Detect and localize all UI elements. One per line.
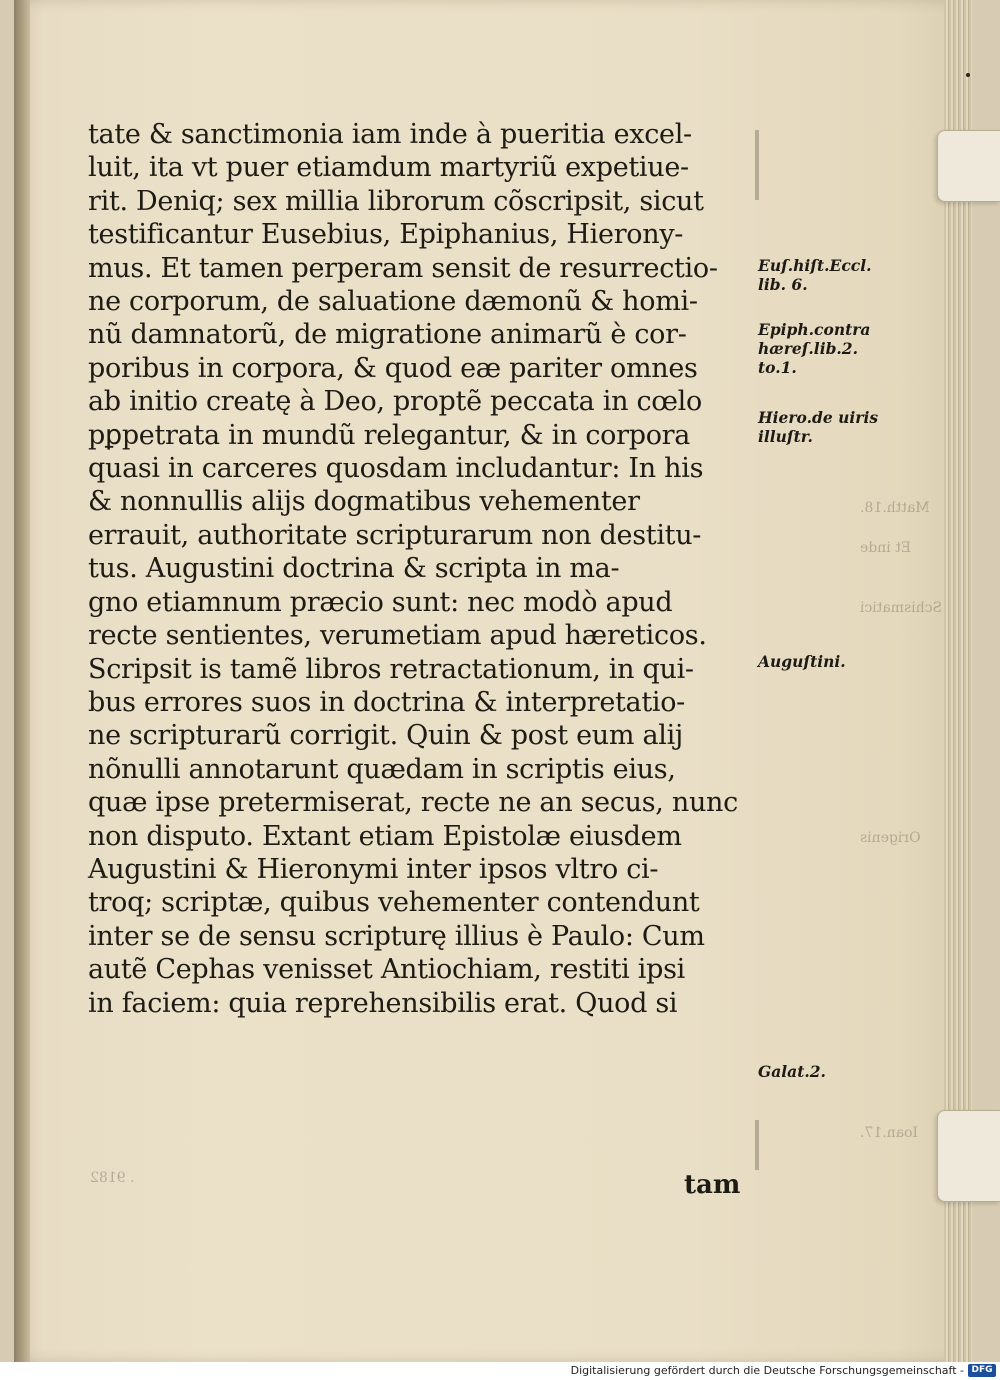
text-line: tate & sanctimonia iam inde à pueritia excel- (88, 119, 692, 150)
digitization-footer (0, 1362, 1000, 1380)
marginal-note-augustini (758, 652, 846, 671)
marginal-note-hieronymus (758, 408, 878, 446)
text-line: luit, ita vt puer etiamdum martyriũ expetiue- (88, 152, 689, 184)
marginal-note-galatians (758, 1062, 826, 1081)
text-line: bus errores suos in doctrina & interpretatio- (88, 686, 686, 718)
text-line: recte sentientes, verumetiam apud hæreticos. (88, 620, 707, 652)
text-line: Augustini & Hieronymi inter ipsos vltro ci- (88, 853, 659, 885)
text-line: testificantur Eusebius, Epiphanius, Hierony- (88, 219, 684, 251)
marginal-note-epiphanius (758, 320, 870, 377)
marginal-note-eusebius (758, 256, 872, 294)
text-line: gno etiamnum præcio sunt: nec modò apud (88, 586, 673, 618)
text-line: quæ ipse pretermiserat, recte ne an secus, nunc (88, 787, 738, 819)
text-line: ab initio creatę à Deo, proptẽ peccata in cœlo (88, 386, 702, 418)
bleed-through-text: Ioan.17. (860, 1125, 919, 1141)
marginal-note-line: hæreſ.lib.2. (758, 339, 858, 358)
marginal-note-line: illuſtr. (758, 427, 813, 446)
text-line: quasi in carceres quosdam includantur: In his (88, 453, 704, 485)
text-line: inter se de sensu scripturę illius è Paulo: Cum (88, 920, 705, 952)
catchword: tam (684, 1170, 741, 1200)
marginal-note-line: Hiero.de uiris (758, 408, 879, 427)
ruling-mark (755, 130, 759, 200)
text-line: rit. Deniq; sex millia librorum cõscripsit, sicut (88, 185, 704, 217)
bleed-through-text: Et inde (860, 540, 912, 556)
text-line: non disputo. Extant etiam Epistolæ eiusdem (88, 820, 682, 852)
text-line: ne corporum, de saluatione dæmonũ & homi- (88, 286, 698, 318)
text-line: & nonnullis alijs dogmatibus vehementer (88, 486, 640, 518)
binding-shadow (14, 0, 30, 1362)
text-line: tus. Augustini doctrina & scripta in ma- (88, 553, 620, 585)
text-line: errauit, authoritate scripturarum non destitu- (88, 519, 702, 551)
body-text (88, 118, 753, 1020)
text-line: poribus in corpora, & quod eæ pariter omnes (88, 352, 698, 384)
marginal-note-line: Epiph.contra (758, 320, 871, 339)
funding-credit: Digitalisierung gefördert durch die Deutsche Forschungsgemeinschaft - (570, 1364, 964, 1377)
text-line: autẽ Cephas venisset Antiochiam, restiti ipsi (88, 954, 685, 986)
ruling-mark (755, 1120, 759, 1170)
marginal-note-line: to.1. (758, 358, 797, 377)
bleed-through-text: Origenis (860, 830, 921, 846)
bleed-through-text: Schismatici (860, 600, 943, 616)
bleed-through-text: Matth.18. (860, 500, 930, 516)
text-line: ne scripturarũ corrigit. Quin & post eum alij (88, 720, 684, 752)
marginal-note-line: Auguſtini. (758, 652, 846, 671)
page-tab-bottom (937, 1110, 1000, 1202)
dfg-logo: DFG (968, 1364, 996, 1377)
ink-spot (966, 73, 970, 77)
text-line: Scripsit is tamẽ libros retractationum, in qui- (88, 653, 694, 685)
text-line: nõnulli annotarunt quædam in scriptis eius, (88, 753, 676, 785)
bleed-through-text: . 9182 (90, 1170, 135, 1186)
text-line: in faciem: quia reprehensibilis erat. Quod si (88, 987, 678, 1019)
text-line: mus. Et tamen perperam sensit de resurrectio- (88, 252, 718, 284)
page-tab-top (937, 130, 1000, 202)
text-line: nũ damnatorũ, de migratione animarũ è cor- (88, 319, 687, 351)
marginal-note-line: lib. 6. (758, 275, 808, 294)
marginal-note-line: Euſ.hiſt.Eccl. (758, 256, 872, 275)
text-line: pꝑpetrata in mundũ relegantur, & in corpora (88, 419, 691, 451)
marginal-note-line: Galat.2. (758, 1062, 826, 1081)
text-line: troq; scriptæ, quibus vehementer contendunt (88, 887, 700, 919)
